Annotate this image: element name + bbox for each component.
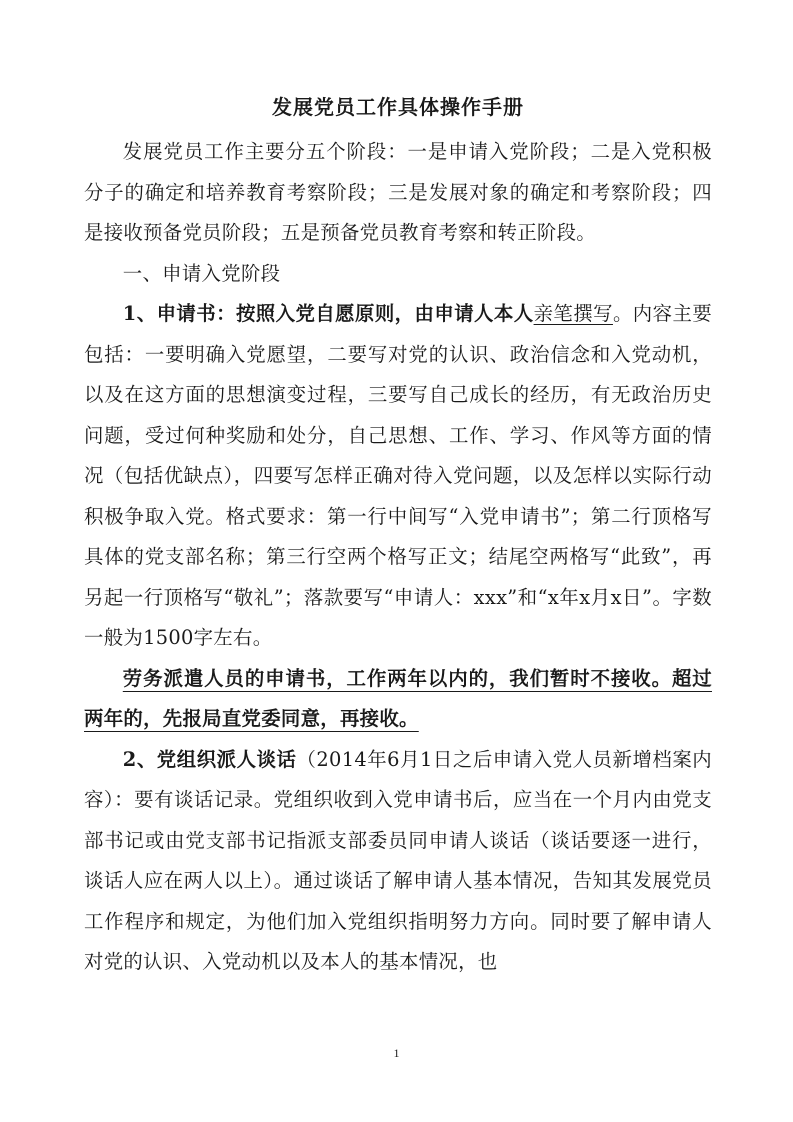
notice-text: 劳务派遣人员的申请书，工作两年以内的，我们暂时不接收。超过两年的，先报局直党委同意，再接收。 bbox=[84, 666, 712, 730]
item2-paragraph bbox=[84, 740, 712, 983]
item1-body-text: 。内容主要包括：一要明确入党愿望，二要写对党的认识、政治信念和入党动机，以及在这方面的思想演变过程，三要写自己成长的经历，有无政治历史问题，受过何种奖励和处分，自己思想、工作、学习、作风等方面的情况（包括优缺点），四要写怎样正确对待入党问题，以及怎样以实际行动积极争取入党。格式要求：第一行中间写“入党申请书”；第二行顶格写具体的党支部名称；第三行空两个格写正文；结尾空两格写“此致”，再另起一行顶格写“敬礼”；落款要写“申请人：xxx”和“x年x月x日”。字数一般为1500字左右。 bbox=[84, 302, 713, 649]
item1-colon-text: ：按照入党自愿原则，由申请人本人 bbox=[216, 302, 534, 325]
item1-paragraph bbox=[84, 294, 712, 659]
document-page bbox=[84, 92, 712, 983]
notice-paragraph bbox=[84, 659, 712, 740]
item1-label: 1、申请书 bbox=[122, 302, 217, 325]
intro-paragraph: 发展党员工作主要分五个阶段：一是申请入党阶段；二是入党积极分子的确定和培养教育考察阶段；三是发展对象的确定和考察阶段；四是接收预备党员阶段；五是预备党员教育考察和转正阶段。 bbox=[84, 140, 712, 244]
page-number: 1 bbox=[393, 1046, 400, 1060]
item2-body-text: （2014年6月1日之后申请入党人员新增档案内容）：要有谈话记录。党组织收到入党申请书后，应当在一个月内由党支部书记或由党支部书记指派支部委员同申请人谈话（谈话要逐一进行，谈话人应在两人以上）。通过谈话了解申请人基本情况，告知其发展党员工作程序和规定，为他们加入党组织指明努力方向。同时要了解申请人对党的认识、入党动机以及本人的基本情况，也 bbox=[84, 747, 712, 973]
section-heading: 一、申请入党阶段 bbox=[122, 261, 281, 285]
document-title: 发展党员工作具体操作手册 bbox=[272, 95, 524, 119]
item1-underlined-text: 亲笔撰写 bbox=[533, 302, 613, 325]
item2-label: 2、党组织派人谈话 bbox=[122, 747, 297, 771]
